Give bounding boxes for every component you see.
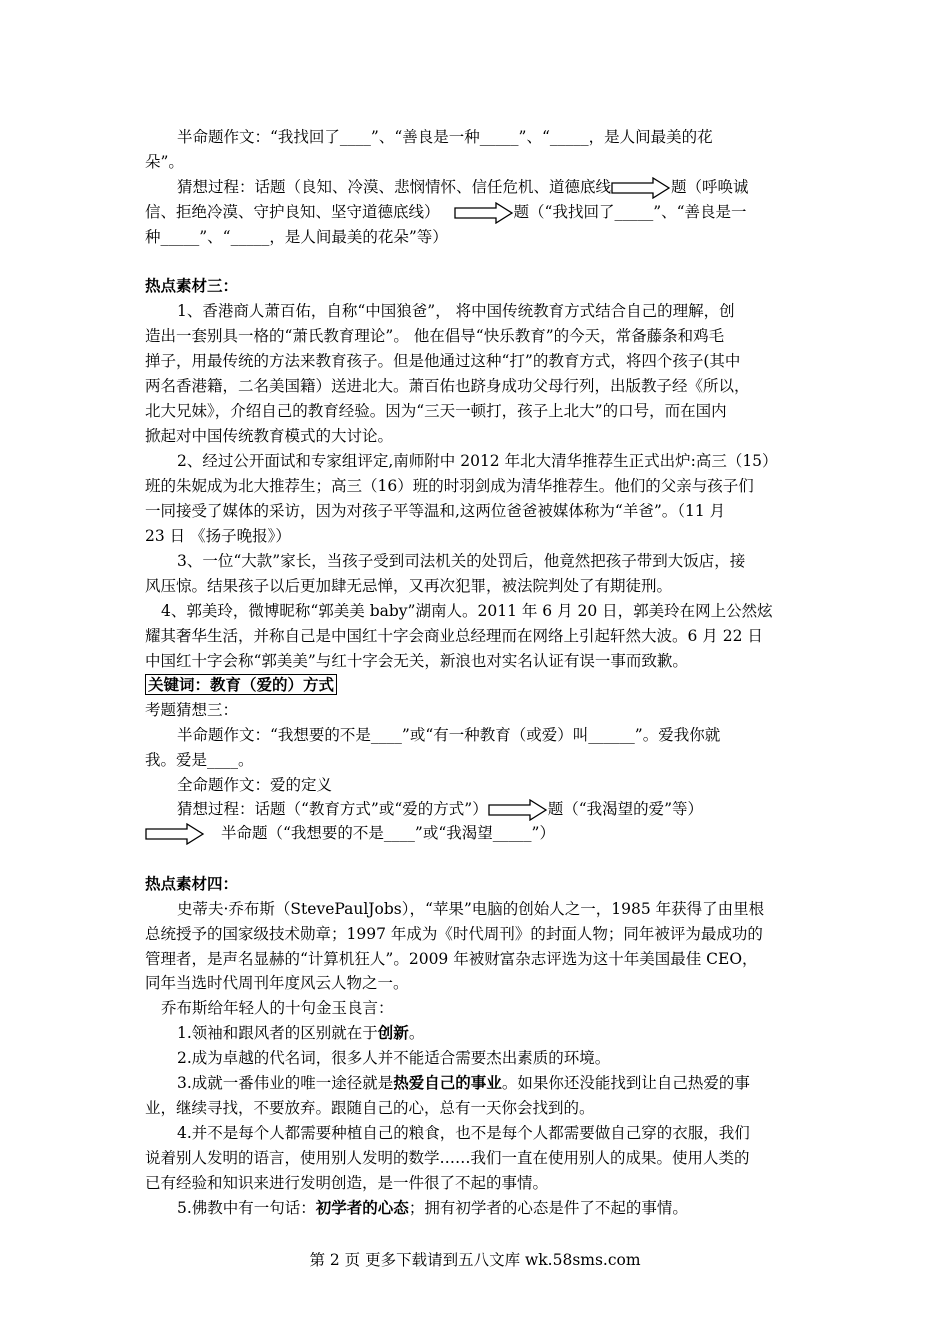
quote-item bbox=[177, 1023, 424, 1043]
quote-text: ；拥有初学者的心态是件了不起的事情。 bbox=[408, 1199, 688, 1217]
section-heading: 热点素材四： bbox=[145, 874, 239, 893]
quote-item-cont: 说着别人发明的语言，使用别人发明的数学……我们一直在使用别人的成果。使用人类的 bbox=[145, 1149, 750, 1167]
quote-text: 5.佛教中有一句话： bbox=[177, 1199, 316, 1217]
paragraph-line: 管理者，是声名显赫的“计算机狂人”。2009 年被财富杂志评选为这十年美国最佳 CEO， bbox=[145, 950, 758, 968]
paragraph-line: 2、经过公开面试和专家组评定,南师附中 2012 年北大清华推荐生正式出炉:高三（15） bbox=[177, 452, 778, 470]
guess-text: 半命题（“我想要的不是____”或“我渴望_____”） bbox=[221, 824, 555, 842]
half-title-prompt: 半命题作文：“我想要的不是____”或“有一种教育（或爱）叫______”。爱我你就 bbox=[177, 726, 721, 744]
keyword-line bbox=[145, 675, 337, 695]
section-heading: 热点素材三： bbox=[145, 276, 239, 295]
paragraph-line: 同年当选时代周刊年度风云人物之一。 bbox=[145, 974, 409, 992]
guess-text: 猜想过程：话题（良知、冷漠、悲悯情怀、信任危机、道德底线 bbox=[177, 178, 612, 196]
paragraph-line: 掸子，用最传统的方法来教育孩子。但是他通过这种“打”的教育方式，将四个孩子(其中 bbox=[145, 352, 741, 370]
guess-process-line bbox=[177, 799, 703, 821]
paragraph-line: 北大兄妹》，介绍自己的教育经验。因为“三天一顿打，孩子上北大”的口号，而在国内 bbox=[145, 402, 727, 420]
quote-emphasis: 创新 bbox=[377, 1023, 409, 1042]
guess-process-line: 种_____”、“_____，是人间最美的花朵”等） bbox=[145, 228, 448, 246]
quote-item bbox=[177, 1198, 688, 1218]
paragraph-line: 一同接受了媒体的采访，因为对孩子平等温和,这两位爸爸被媒体称为“羊爸”。（11 月 bbox=[145, 502, 726, 520]
paragraph-line: 掀起对中国传统教育模式的大讨论。 bbox=[145, 427, 394, 445]
guess-text: 题（“我找回了_____”、“善良是一 bbox=[513, 203, 747, 221]
guess-process-line bbox=[145, 202, 747, 224]
quote-item-cont: 已有经验和知识来进行发明创造，是一件很了不起的事情。 bbox=[145, 1174, 549, 1192]
paragraph-line: 史蒂夫·乔布斯（StevePaulJobs），“苹果”电脑的创始人之一，1985 年获得了由里根 bbox=[177, 900, 765, 918]
paragraph-line: 中国红十字会称“郭美美”与红十字会无关，新浪也对实名认证有误一事而致歉。 bbox=[145, 652, 688, 670]
half-title-prompt-cont: 我。爱是____。 bbox=[145, 751, 254, 769]
arrow-right-icon bbox=[454, 202, 514, 224]
quote-emphasis: 初学者的心态 bbox=[315, 1198, 409, 1217]
quote-text: 。 bbox=[408, 1024, 425, 1042]
paragraph-line: 耀其奢华生活，并称自己是中国红十字会商业总经理而在网络上引起轩然大波。6 月 22 日 bbox=[145, 627, 763, 645]
guess-text: 题（“我渴望的爱”等） bbox=[547, 800, 704, 818]
quotes-intro: 乔布斯给年轻人的十句金玉良言： bbox=[161, 999, 394, 1017]
arrow-right-icon bbox=[611, 177, 671, 199]
guess-text: 信、拒绝冷漠、守护良知、坚守道德底线） bbox=[145, 203, 440, 221]
quote-item-cont: 业，继续寻找，不要放弃。跟随自己的心，总有一天你会找到的。 bbox=[145, 1099, 595, 1117]
paragraph-line: 4、郭美玲，微博昵称“郭美美 baby”湖南人。2011 年 6 月 20 日，郭美玲在网上公然炫 bbox=[161, 602, 773, 620]
half-title-prompt: 半命题作文：“我找回了____”、“善良是一种_____”、“_____，是人间最美的花 bbox=[177, 128, 713, 146]
guess-text: 题（呼唤诚 bbox=[671, 178, 749, 196]
guess-label: 考题猜想三： bbox=[145, 701, 239, 719]
paragraph-line: 风压惊。结果孩子以后更加肆无忌惮，又再次犯罪，被法院判处了有期徒刑。 bbox=[145, 577, 673, 595]
paragraph-line: 23 日 《扬子晚报》） bbox=[145, 527, 291, 545]
full-title-prompt: 全命题作文：爱的定义 bbox=[177, 776, 333, 794]
quote-text: 。如果你还没能找到让自己热爱的事 bbox=[501, 1074, 750, 1092]
arrow-right-icon bbox=[145, 823, 205, 845]
quote-text: 1.领袖和跟风者的区别就在于 bbox=[177, 1024, 378, 1042]
guess-process-line bbox=[177, 177, 749, 199]
arrow-right-icon bbox=[488, 799, 548, 821]
guess-process-line bbox=[145, 823, 555, 845]
page-footer: 第 2 页 更多下载请到五八文库 wk.58sms.com bbox=[309, 1251, 641, 1269]
quote-item bbox=[177, 1073, 750, 1093]
keyword-box: 关键词：教育（爱的）方式 bbox=[145, 674, 337, 695]
paragraph-line: 总统授予的国家级技术勋章；1997 年成为《时代周刊》的封面人物；同年被评为最成功的 bbox=[145, 925, 763, 943]
quote-item: 2.成为卓越的代名词，很多人并不能适合需要杰出素质的环境。 bbox=[177, 1049, 611, 1067]
quote-item: 4.并不是每个人都需要种植自己的粮食，也不是每个人都需要做自己穿的衣服，我们 bbox=[177, 1124, 750, 1142]
paragraph-line: 3、一位“大款”家长，当孩子受到司法机关的处罚后，他竟然把孩子带到大饭店，接 bbox=[177, 552, 746, 570]
paragraph-line: 造出一套别具一格的“萧氏教育理论”。 他在倡导“快乐教育”的今天，常备藤条和鸡毛 bbox=[145, 327, 725, 345]
guess-text: 猜想过程：话题（“教育方式”或“爱的方式”） bbox=[177, 800, 488, 818]
quote-emphasis: 热爱自己的事业 bbox=[393, 1073, 502, 1092]
paragraph-line: 1、香港商人萧百佑，自称“中国狼爸”， 将中国传统教育方式结合自己的理解，创 bbox=[177, 302, 735, 320]
half-title-prompt-cont: 朵”。 bbox=[145, 153, 184, 171]
quote-text: 3.成就一番伟业的唯一途径就是 bbox=[177, 1074, 394, 1092]
paragraph-line: 班的朱妮成为北大推荐生；高三（16）班的时羽剑成为清华推荐生。他们的父亲与孩子们 bbox=[145, 477, 754, 495]
paragraph-line: 两名香港籍，二名美国籍）送进北大。萧百佑也跻身成功父母行列，出版教子经《所以， bbox=[145, 377, 750, 395]
